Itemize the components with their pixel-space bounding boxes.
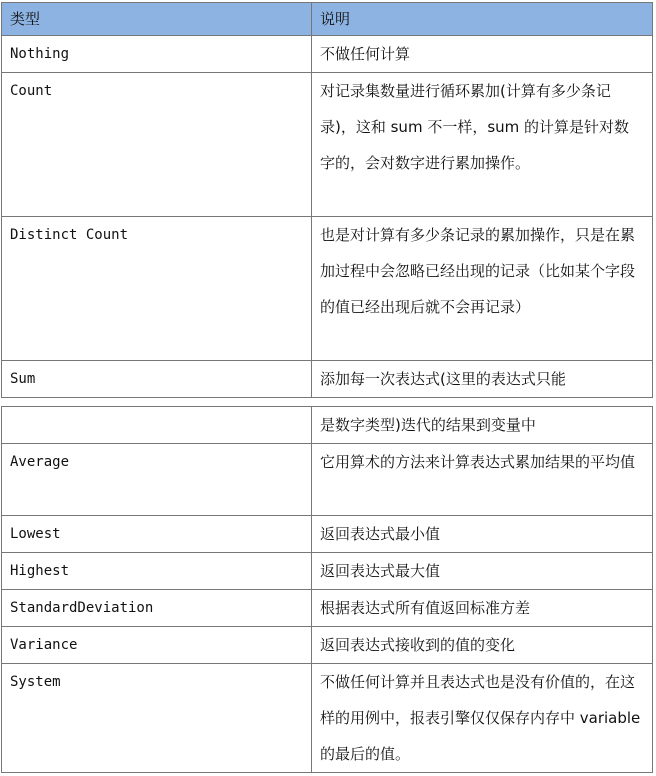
type-cell: Nothing bbox=[2, 36, 312, 73]
description-cell: 添加每一次表达式(这里的表达式只能 bbox=[312, 361, 653, 398]
table-row bbox=[2, 590, 653, 627]
description-cell: 根据表达式所有值返回标准方差 bbox=[312, 590, 653, 627]
type-cell: Variance bbox=[2, 627, 312, 664]
table-row bbox=[2, 444, 653, 516]
calculation-types-table-continued bbox=[1, 406, 653, 773]
description-cell: 返回表达式最小值 bbox=[312, 516, 653, 553]
description-cell: 是数字类型)迭代的结果到变量中 bbox=[312, 407, 653, 444]
description-cell: 返回表达式接收到的值的变化 bbox=[312, 627, 653, 664]
type-cell: Sum bbox=[2, 361, 312, 398]
table-row bbox=[2, 217, 653, 361]
description-cell: 不做任何计算 bbox=[312, 36, 653, 73]
table-row bbox=[2, 664, 653, 773]
table-row bbox=[2, 407, 653, 444]
type-cell: Distinct Count bbox=[2, 217, 312, 361]
table-row bbox=[2, 361, 653, 398]
calculation-types-table bbox=[1, 2, 653, 398]
table-row bbox=[2, 73, 653, 217]
type-cell bbox=[2, 407, 312, 444]
header-type: 类型 bbox=[2, 3, 312, 36]
description-cell: 对记录集数量进行循环累加(计算有多少条记录)，这和 sum 不一样，sum 的计算是针对数字的，会对数字进行累加操作。 bbox=[312, 73, 653, 217]
description-cell: 也是对计算有多少条记录的累加操作，只是在累加过程中会忽略已经出现的记录（比如某个字段的值已经出现后就不会再记录） bbox=[312, 217, 653, 361]
description-cell: 不做任何计算并且表达式也是没有价值的，在这样的用例中，报表引擎仅仅保存内存中 variable 的最后的值。 bbox=[312, 664, 653, 773]
type-cell: Average bbox=[2, 444, 312, 516]
table-row bbox=[2, 36, 653, 73]
table-row bbox=[2, 627, 653, 664]
header-description: 说明 bbox=[312, 3, 653, 36]
type-cell: Highest bbox=[2, 553, 312, 590]
description-cell: 返回表达式最大值 bbox=[312, 553, 653, 590]
table-row bbox=[2, 553, 653, 590]
type-cell: StandardDeviation bbox=[2, 590, 312, 627]
type-cell: Lowest bbox=[2, 516, 312, 553]
description-cell: 它用算术的方法来计算表达式累加结果的平均值 bbox=[312, 444, 653, 516]
type-cell: System bbox=[2, 664, 312, 773]
table-row bbox=[2, 516, 653, 553]
type-cell: Count bbox=[2, 73, 312, 217]
table-header-row bbox=[2, 3, 653, 36]
